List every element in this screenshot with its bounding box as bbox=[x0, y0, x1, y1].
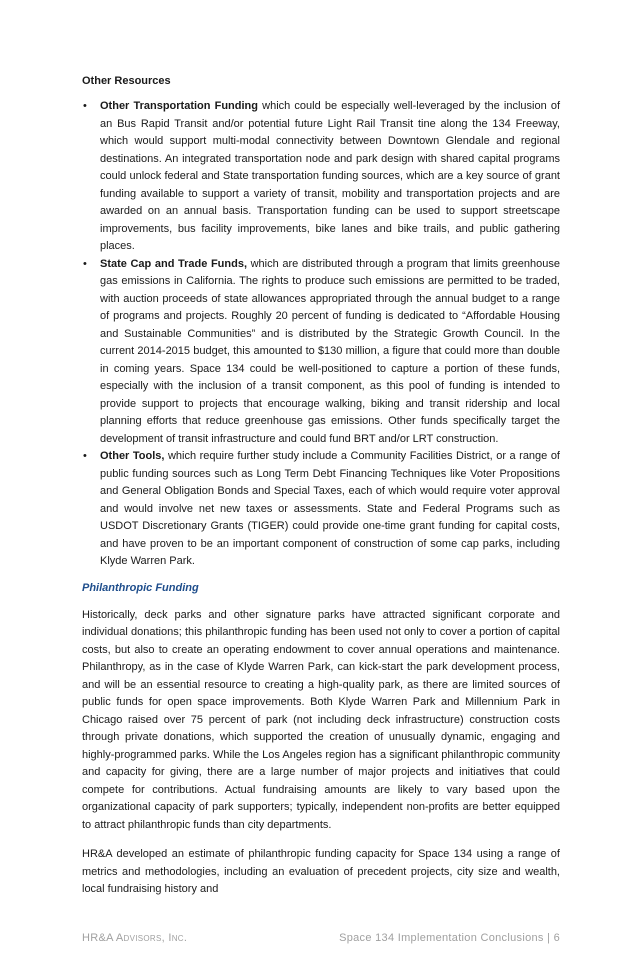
item-title: Other Transportation Funding bbox=[100, 100, 258, 112]
item-text: which could be especially well-leveraged by the inclusion of an Bus Rapid Transit and/or potential future Light Rail Transit tine along the 134 Freeway, which would support multi-modal connectivity between Downtown Glendale and regional destinations. An integrated transportation node and park design with shared capital programs could unlock federal and State transportation funding sources, which are a key source of grant funding available to support a variety of transit, mobility and transportation projects and are awarded on an annual basis. Transportation funding can be used to support streetscape improvements, bus facility improvements, bike lanes and bike trails, and public gathering places. bbox=[100, 100, 561, 252]
item-text: which require further study include a Community Facilities District, or a range of public funding sources such as Long Term Debt Financing Techniques like Voter Propositions and General Obligation Bonds and Special Taxes, each of which would require voter approval and would involve net new taxes or assessments. State and Federal Programs such as USDOT Discretionary Grants (TIGER) could provide one-time grant funding for capital costs, and have proven to be an important component of construction of some cap parks, including Klyde Warren Park. bbox=[100, 450, 560, 567]
footer-page-label: Space 134 Implementation Conclusions | 6 bbox=[339, 931, 560, 944]
body-paragraph: HR&A developed an estimate of philanthropic funding capacity for Space 134 using a range of metrics and methodologies, including an evaluation of precedent projects, city size and wealth, local fundraising history and bbox=[82, 848, 560, 895]
item-title: State Cap and Trade Funds, bbox=[100, 257, 248, 270]
resource-list bbox=[82, 98, 560, 571]
list-item bbox=[82, 448, 560, 571]
section-heading: Other Resources bbox=[82, 75, 171, 87]
body-paragraph: Historically, deck parks and other signature parks have attracted significant corporate and individual donations; this philanthropic funding has been used not only to cover a portion of capital costs, but also to create an operating endowment to cover annual operations and maintenance. Philanthropy, as in the case of Klyde Warren Park, can kick-start the park development process, and will be an essential resource to creating a high-quality park, as there are limited sources of public funds for open space improvements. Both Klyde Warren Park and Millennium Park in Chicago raised over 75 percent of park (not including deck infrastructure) construction costs through private donations, which supported the creation of unusually dynamic, engaging and highly-programmed parks. While the Los Angeles region has a significant philanthropic community and capacity for giving, there are a large number of major projects and initiatives that could compete for contributions. Actual fundraising amounts are likely to vary based upon the organizational capacity of park supporters; typically, independent non-profits are better equipped to attract philanthropic funds than city departments. bbox=[82, 608, 560, 831]
footer bbox=[82, 931, 560, 945]
item-title: Other Tools, bbox=[100, 450, 165, 462]
bullet-icon: • bbox=[83, 100, 87, 112]
list-item bbox=[82, 98, 560, 256]
subheading: Philanthropic Funding bbox=[82, 581, 199, 594]
spacer bbox=[82, 911, 560, 931]
bullet-icon: • bbox=[83, 450, 87, 462]
bullet-icon: • bbox=[83, 257, 87, 270]
list-item bbox=[82, 256, 560, 449]
item-text: which are distributed through a program that limits greenhouse gas emissions in California. The rights to produce such emissions are permitted to be traded, with auction proceeds of state allowances appropriated through the annual budget to a range of programs and projects. Roughly 20 percent of funding is dedicated to “Affordable Housing and Sustainable Communities” and is distributed by the Strategic Growth Council. In the current 2014-2015 budget, this amounted to $130 million, a figure that could more than double in coming years. Space 134 could be well-positioned to capture a portion of these funds, especially with the inclusion of a transit component, as this pool of funding is intended to provide support to projects that encourage walking, biking and transit ridership and local planning efforts that reduce greenhouse gas emissions. Other funds specifically target the development of transit infrastructure and could fund BRT and/or LRT construction. bbox=[100, 257, 561, 445]
footer-company: HR&A Advisors, Inc. bbox=[82, 931, 188, 944]
